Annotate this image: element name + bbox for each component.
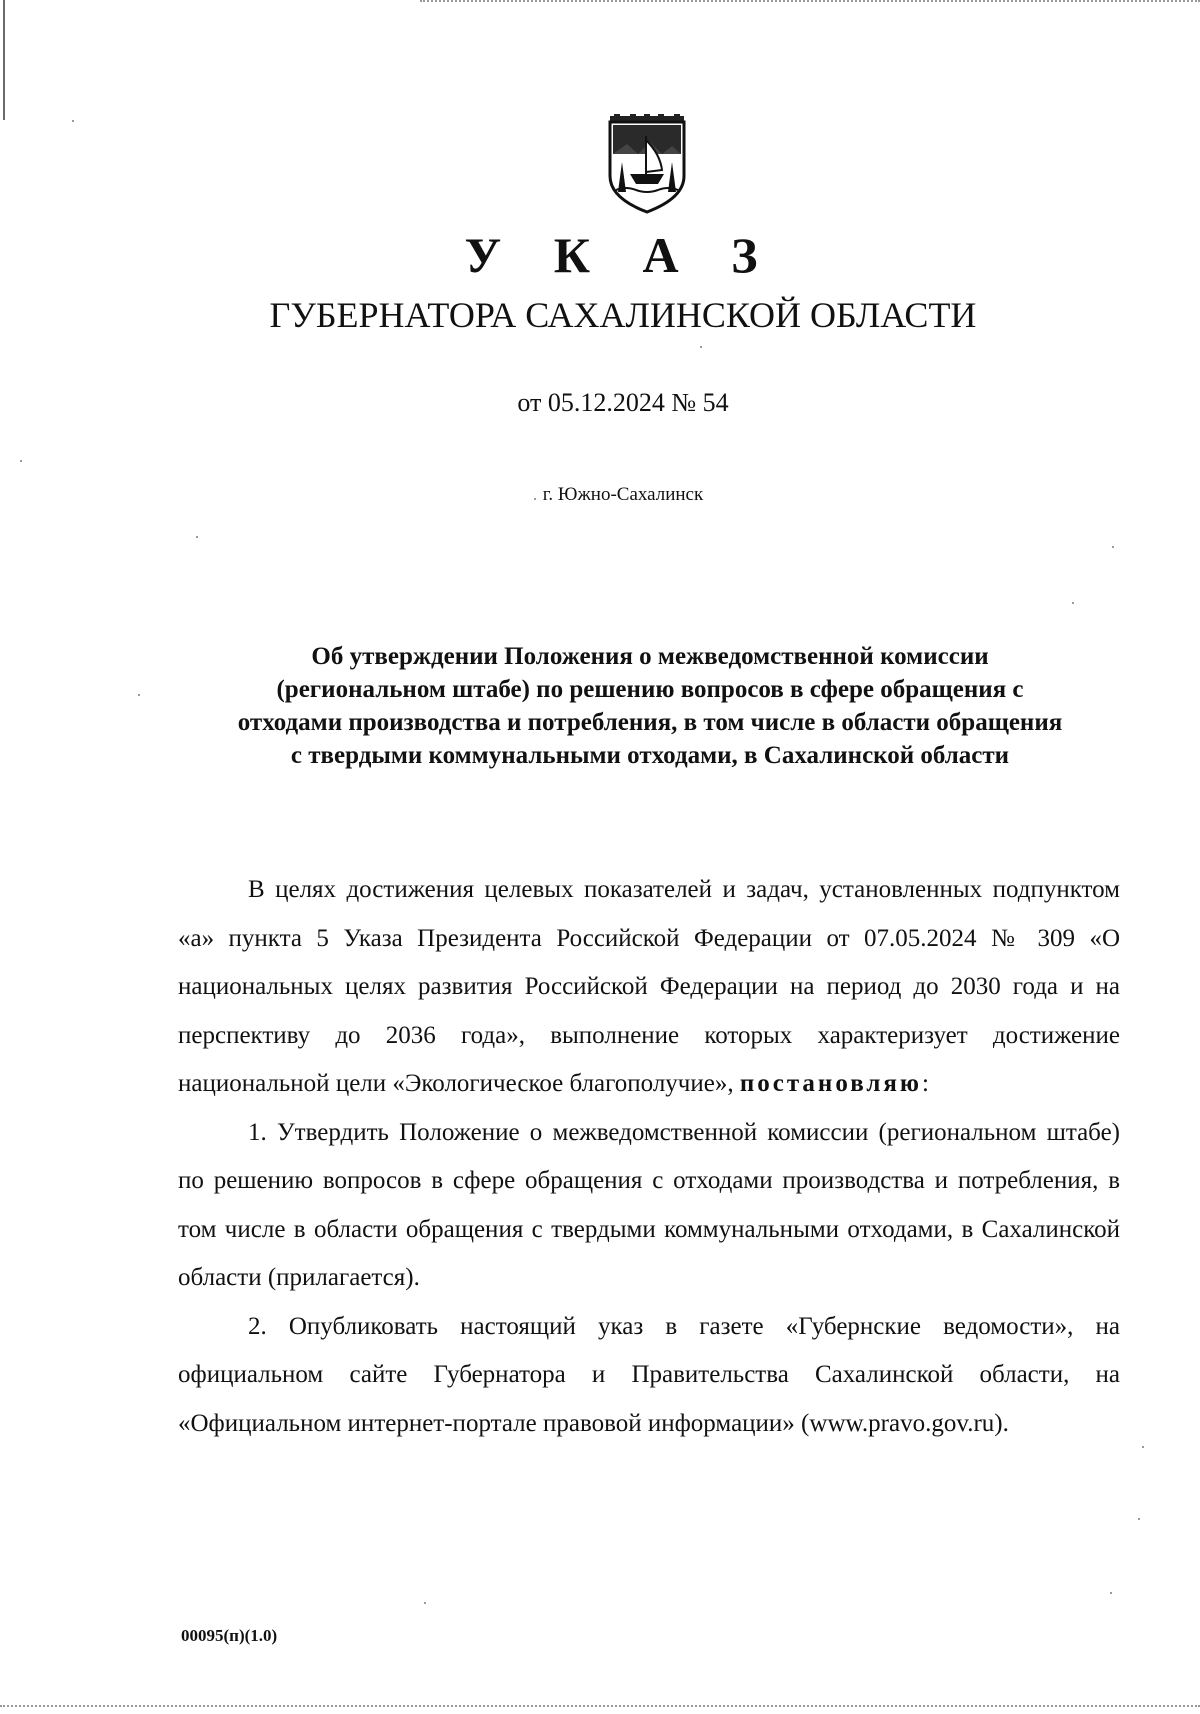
preamble-paragraph xyxy=(178,866,1120,1109)
scan-speck xyxy=(1142,1446,1144,1448)
decree-body xyxy=(178,866,1120,1448)
scan-speck xyxy=(20,460,22,462)
subject-line: (региональном штабе) по решению вопросов в сфере обращения с xyxy=(276,676,1024,703)
scan-speck xyxy=(700,346,702,348)
item-2-paragraph: 2. Опубликовать настоящий указ в газете «Губернские ведомости», на официальном сайте Губернатора и Правительства Сахалинской области, на «Официальном интернет-портале правовой информации» (www.pravo.gov.ru). xyxy=(178,1312,1120,1437)
preamble-text: В целях достижения целевых показателей и задач, установленных подпунктом «а» пункта 5 Указа Президента Российской Федерации от 07.05.2024 № 309 «О национальных целях развития Российской Федерации на период до 2030 года и на перспективу до 2036 года», выполнение которых характеризует достижение национальной цели «Экологическое благополучие», xyxy=(178,876,1120,1097)
city-line: г. Южно-Сахалинск xyxy=(542,484,704,505)
decree-colon: : xyxy=(922,1070,929,1097)
date-number-line: от 05.12.2024 № 54 xyxy=(517,388,729,417)
document-type-title: У К А З xyxy=(464,227,778,283)
scan-speck xyxy=(1072,602,1074,604)
issuer-title: ГУБЕРНАТОРА САХАЛИНСКОЙ ОБЛАСТИ xyxy=(269,295,977,335)
subject-line: с твердыми коммунальными отходами, в Сахалинской области xyxy=(290,742,1010,769)
subject-line: Об утверждении Положения о межведомственной комиссии xyxy=(311,643,989,670)
subject-line: отходами производства и потребления, в том числе в области обращения xyxy=(237,709,1063,736)
scan-speck xyxy=(424,1602,426,1604)
scan-edge-bottom xyxy=(0,1705,1200,1709)
scan-speck xyxy=(196,536,198,538)
scan-edge-top xyxy=(420,0,1200,4)
item-1-paragraph: 1. Утвердить Положение о межведомственной комиссии (региональном штабе) по решению вопросов в сфере обращения с отходами производства и потребления, в том числе в области обращения с твердыми коммунальными отходами, в Сахалинской области (прилагается). xyxy=(178,1118,1120,1291)
scan-speck xyxy=(534,498,536,500)
coat-of-arms-icon xyxy=(602,114,692,214)
scan-speck xyxy=(138,694,140,696)
decree-subject xyxy=(170,640,1130,772)
scan-edge-left xyxy=(3,0,5,120)
decree-word: постановляю xyxy=(739,1070,923,1097)
scan-speck xyxy=(1112,546,1114,548)
scan-speck xyxy=(72,120,74,122)
scan-speck xyxy=(1138,1518,1140,1520)
scan-speck xyxy=(1110,1592,1112,1594)
footer-form-code: 00095(п)(1.0) xyxy=(181,1626,278,1645)
